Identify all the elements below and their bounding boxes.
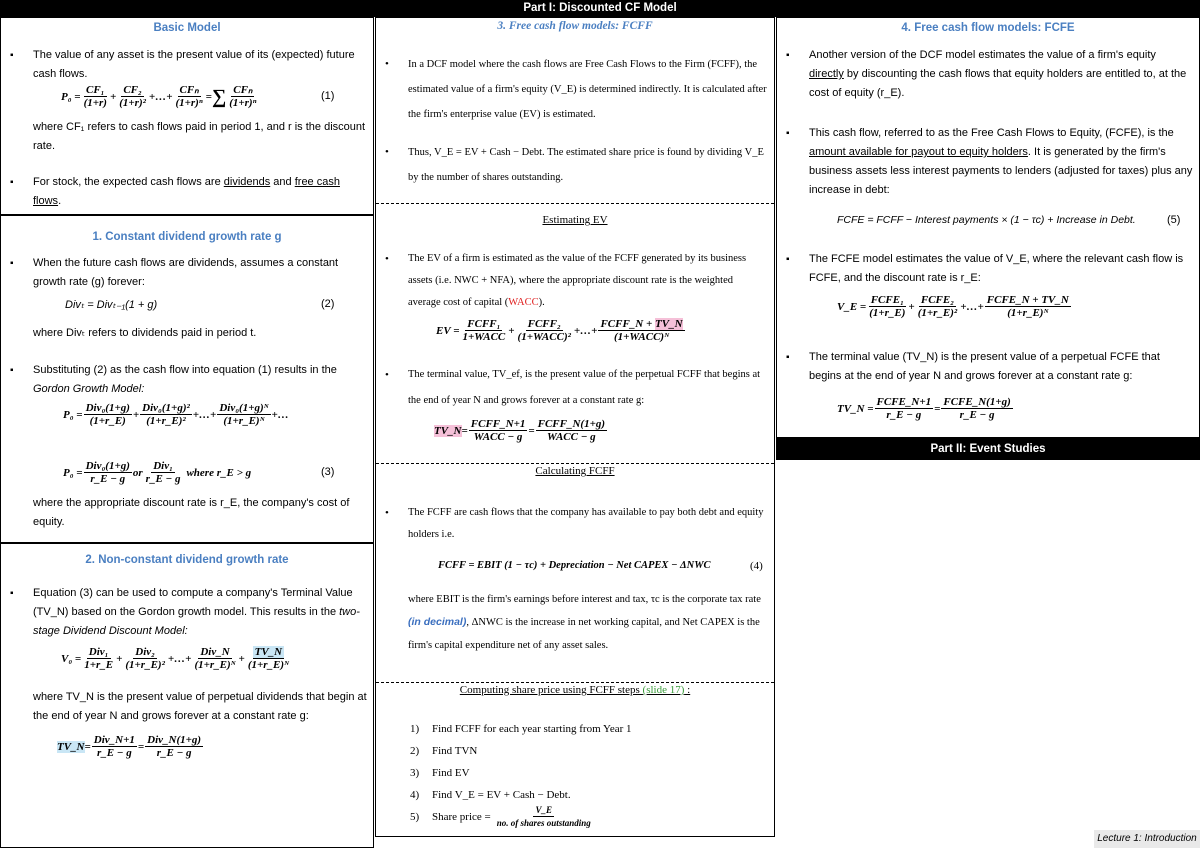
equation-5: FCFE = FCFF − Interest payments × (1 − τc) + Increase in Debt. xyxy=(837,214,1136,226)
equation-3: P₀ = $\frac{\text{Div₀(1+g)}}{r\_E - g}$ or $\frac{\text{Div₁}}{r\_E - g}$ where r_E > g xyxy=(63,460,252,485)
fcfe-bullet-1: ▪ Another version of the DCF model estimates the value of a firm's equity directly by discounting the cash flows that equity holders are entitled to, at the cost of equity (r_E). xyxy=(777,46,1193,103)
fcff-bullet-2: • Thus, V_E = EV + Cash − Debt. The estimated share price is found by dividing V_E by the number of shares outstanding. xyxy=(376,140,768,190)
fcff-section xyxy=(375,17,775,837)
gordon-growth-equation: P₀ = $\frac{\text{Div₀(1+g)}}{(1+r\_E)}$ + $\frac{\text{Div₀(1+g)²}}{\text{(1+r\_E)²}}$ +…+ $\frac{\text{Div₀(1+g)ᴺ}}{\text{(1+r\_E)ᴺ}}$ +… xyxy=(63,402,289,427)
equation-4-number: (4) xyxy=(750,560,763,572)
nonconstant-growth-bullet: ▪ Equation (3) can be used to compute a company's Terminal Value (TV_N) based on the Gordon growth model. This results in the two-stage Dividend Discount Model: xyxy=(1,584,367,641)
estimating-ev-heading: Estimating EV xyxy=(542,214,608,226)
constant-growth-section xyxy=(0,215,374,543)
basic-model-bullet-1: ▪ The value of any asset is the present value of its (expected) future cash flows. xyxy=(1,46,367,84)
fcfe-value-equation: V_E = $\frac{\text{FCFE₁}}{(1+r\_E)}$ + $\frac{\text{FCFE₂}}{\text{(1+r\_E)²}}$ +…+ $\frac{\text{FCFE\_N + TV\_N}}{\text{(1+r\_E)ᴺ}}$ xyxy=(837,294,1069,319)
calculating-fcff-heading: Calculating FCFF xyxy=(535,465,615,477)
divider-3 xyxy=(376,682,774,683)
share-price-denominator: no. of shares outstanding xyxy=(496,818,591,828)
equation-2-number: (2) xyxy=(321,298,335,310)
nonconstant-growth-title: 2. Non-constant dividend growth rate xyxy=(85,554,289,566)
fcfe-bullet-3: ▪ The FCFE model estimates the value of V_E, where the relevant cash flow is FCFE, and the discount rate is r_E: xyxy=(777,250,1193,288)
constant-growth-where-2: where Divₜ refers to dividends paid in period t. xyxy=(33,327,257,339)
basic-model-bullet-2: ▪ For stock, the expected cash flows are dividends and free cash flows. xyxy=(1,173,367,211)
step-5: 5) Share price = $\frac{V\_E}{\text{no. of shares outstanding}}$ xyxy=(410,805,591,828)
nonconstant-growth-section xyxy=(0,543,374,848)
constant-growth-where-3: where the appropriate discount rate is r_E, the company's cost of equity. xyxy=(33,497,350,528)
fcfe-section xyxy=(776,17,1200,438)
terminal-value-dividend-equation: TV_N = $\frac{\text{Div\_N+1}}{r\_E - g}$ = $\frac{\text{Div\_N(1+g)}}{r\_E - g}$ xyxy=(57,734,202,759)
fcfe-bullet-2: ▪ This cash flow, referred to as the Free Cash Flows to Equity, (FCFE), is the amount available for payout to equity holders. It is generated by the firm's business assets less interest payments to lenders (adjusted for taxes) plus any increase in debt: xyxy=(777,124,1193,200)
share-price-numerator: V_E xyxy=(535,805,552,815)
nonconstant-growth-where: where TV_N is the present value of perpetual dividends that begin at the end of year N and grows forever at a constant rate g: xyxy=(33,691,367,722)
footer-label: Lecture 1: Introduction xyxy=(1094,830,1200,848)
equation-3-number: (3) xyxy=(321,466,335,478)
basic-model-where: where CF₁ refers to cash flows paid in period 1, and r is the discount rate. xyxy=(33,121,366,152)
constant-growth-title: 1. Constant dividend growth rate g xyxy=(92,231,282,243)
calc-bullet: • The FCFF are cash flows that the company has available to pay both debt and equity holders i.e. xyxy=(376,502,768,546)
fcfe-title: 4. Free cash flow models: FCFE xyxy=(901,22,1075,34)
equation-4: FCFF = EBIT (1 − τc) + Depreciation − Net CAPEX − ΔNWC xyxy=(438,560,711,571)
equation-1: P₀ = $\frac{\text{CF₁}}{(1+r)}$ + $\frac{\text{CF₂}}{\text{(1+r)²}}$ +…+ $\frac{\text{CFₙ}}{\text{(1+r)ⁿ}}$ = ∑ $\frac{\text{CFₙ}}{\text{(1+r)ⁿ}}$ xyxy=(61,84,257,109)
step-1: 1) Find FCFF for each year starting from Year 1 xyxy=(410,723,632,735)
ev-bullet-1: • The EV of a firm is estimated as the value of the FCFF generated by its business assets (i.e. NWC + NFA), where the appropriate discount rate is the weighted average cost of capital (WACC). xyxy=(376,248,768,314)
steps-list xyxy=(410,718,632,828)
divider-2 xyxy=(376,463,774,464)
step-4: 4) Find V_E = EV + Cash − Debt. xyxy=(410,789,571,801)
step-2: 2) Find TVN xyxy=(410,745,478,757)
ev-equation: EV = $\frac{\text{FCFF₁}}{\text{1+WACC}}$ + $\frac{\text{FCFF₂}}{\text{(1+WACC)²}}$ +…+ $\frac{\text{FCFF\_N + TV\_N}}{\text{(1+WACC)ᴺ}}$ xyxy=(436,318,683,343)
constant-growth-bullet-1: ▪ When the future cash flows are dividends, assumes a constant growth rate (g) forever: xyxy=(1,254,367,292)
fcff-title: 3. Free cash flow models: FCFF xyxy=(497,20,653,32)
equation-2: Divₜ = Divₜ₋₁(1 + g) xyxy=(65,299,158,311)
terminal-value-fcfe-equation: TV_N = $\frac{\text{FCFE\_N+1}}{r\_E - g}$ = $\frac{\text{FCFE\_N(1+g)}}{r\_E - g}$ xyxy=(837,396,1011,421)
calc-where: where EBIT is the firm's earnings before interest and tax, τc is the corporate tax rate (in decimal), ΔNWC is the increase in net working capital, and Net CAPEX is the firm's capital expenditure net of any asset sales. xyxy=(408,594,761,651)
page-header: Part I: Discounted CF Model xyxy=(0,0,1200,17)
divider-1 xyxy=(376,203,774,204)
constant-growth-bullet-2: ▪ Substituting (2) as the cash flow into equation (1) results in the Gordon Growth Model: xyxy=(1,361,367,399)
basic-model-title: Basic Model xyxy=(153,22,221,34)
fcfe-bullet-4: ▪ The terminal value (TV_N) is the present value of a perpetual FCFE that begins at the end of year N and grows forever at a constant rate g: xyxy=(777,348,1193,386)
equation-1-number: (1) xyxy=(321,90,335,102)
basic-model-section xyxy=(0,17,374,215)
ev-bullet-2: • The terminal value, TV_ef, is the present value of the perpetual FCFF that begins at the end of year N and grows forever at a constant rate g: xyxy=(376,362,768,414)
part2-header: Part II: Event Studies xyxy=(776,438,1200,460)
steps-heading: Computing share price using FCFF steps (slide 17) : xyxy=(459,684,691,696)
step-3: 3) Find EV xyxy=(410,767,470,779)
fcff-bullet-1: • In a DCF model where the cash flows are Free Cash Flows to the Firm (FCFF), the estimated value of a firm's equity (V_E) is determined indirectly. It is calculated after the firm's enterprise value (EV) is estimated. xyxy=(376,52,768,127)
equation-5-number: (5) xyxy=(1167,214,1181,226)
terminal-value-fcff-equation: TV_N = $\frac{\text{FCFF\_N+1}}{\text{WACC − g}}$ = $\frac{\text{FCFF\_N(1+g)}}{\text{WACC − g}}$ xyxy=(434,418,606,443)
two-stage-ddm-equation: V₀ = $\frac{\text{Div₁}}{1+r\_E}$ + $\frac{\text{Div₂}}{\text{(1+r\_E)²}}$ +…+ $\frac{\text{Div\_N}}{\text{(1+r\_E)ᴺ}}$ + $\frac{TV\_N}{\text{(1+r\_E)ᴺ}}$ xyxy=(61,646,289,671)
